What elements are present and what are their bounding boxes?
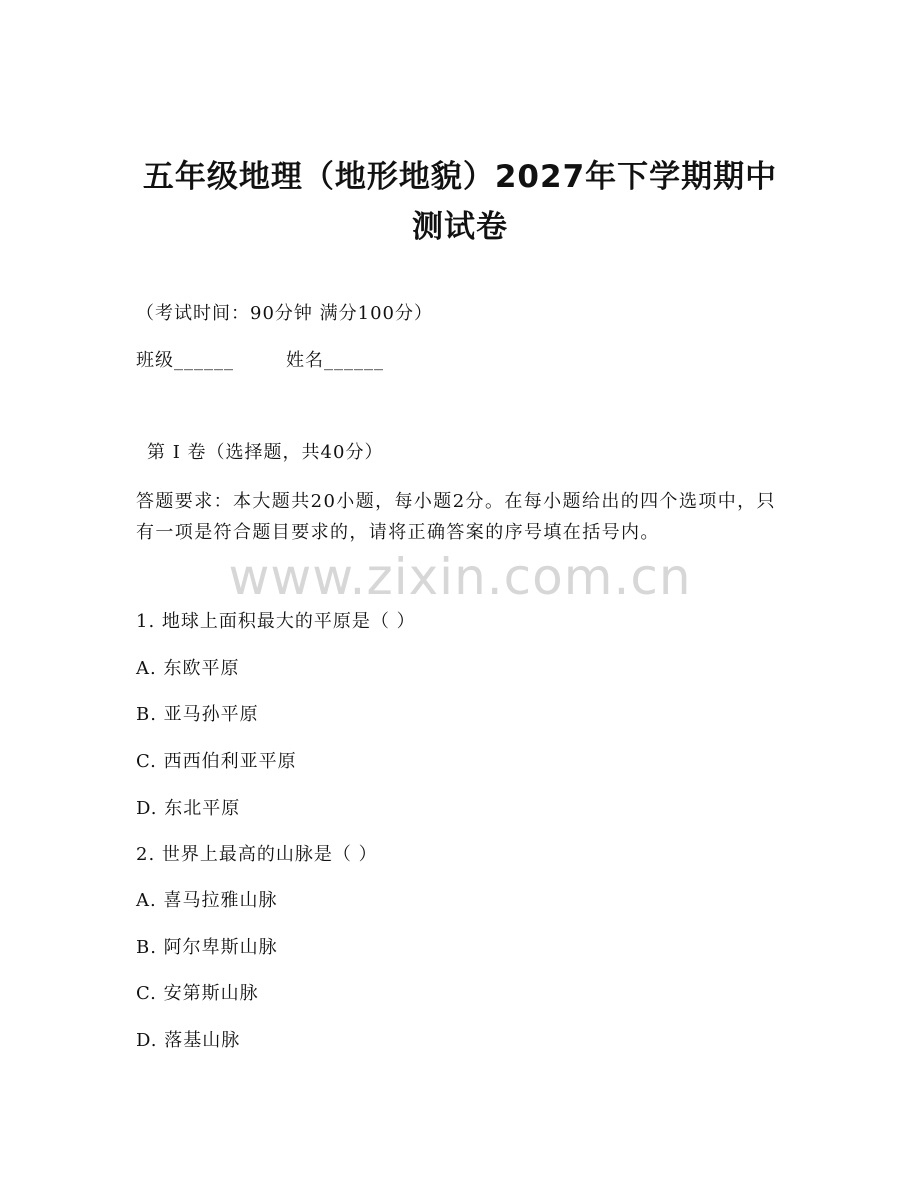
title-line-1: 五年级地理（地形地貌）2027年下学期期中 [142, 159, 778, 195]
question-option: C. 安第斯山脉 [136, 983, 259, 1004]
question-stem: 2. 世界上最高的山脉是（ ） [136, 844, 378, 865]
question-option: A. 东欧平原 [136, 658, 240, 679]
name-field: 姓名______ [286, 350, 384, 371]
question-option: A. 喜马拉雅山脉 [136, 890, 278, 911]
question-option: C. 西西伯利亚平原 [136, 751, 297, 772]
question-option: D. 落基山脉 [136, 1030, 241, 1051]
instructions: 答题要求：本大题共20小题，每小题2分。在每小题给出的四个选项中，只有一项是符合题目要求的，请将正确答案的序号填在括号内。 [136, 491, 776, 543]
student-info [136, 349, 384, 373]
section-title: 第 I 卷（选择题，共40分） [147, 442, 384, 463]
question-stem: 1. 地球上面积最大的平原是（ ） [136, 611, 416, 632]
question-option: B. 阿尔卑斯山脉 [136, 937, 278, 958]
title-line-2: 测试卷 [412, 209, 508, 245]
exam-meta: （考试时间：90分钟 满分100分） [136, 303, 433, 324]
document-title [100, 152, 820, 252]
question-option: D. 东北平原 [136, 798, 241, 819]
class-field: 班级______ [136, 350, 234, 371]
question-option: B. 亚马孙平原 [136, 704, 259, 725]
watermark: www.zixin.com.cn [228, 548, 692, 606]
